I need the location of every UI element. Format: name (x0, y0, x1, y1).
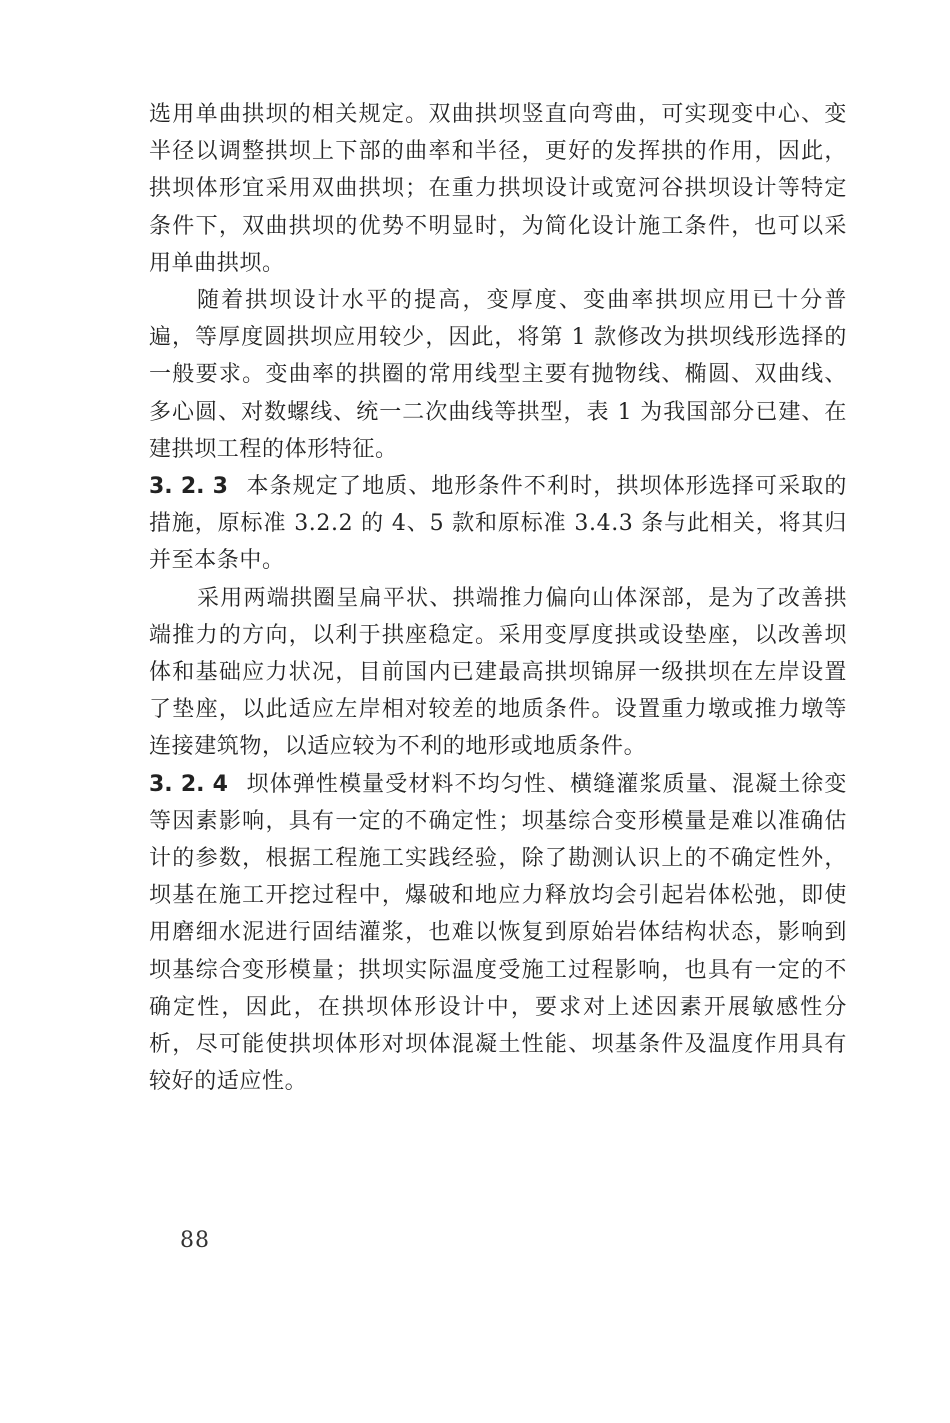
paragraph-2-text: 随着拱坝设计水平的提高，变厚度、变曲率拱坝应用已十分普遍，等厚度圆拱坝应用较少，因此，将第 1 款修改为拱坝线形选择的一般要求。变曲率的拱圈的常用线型主要有抛物线、椭圆、双曲线、多心圆、对数螺线、统一二次曲线等拱型，表 1 为我国部分已建、在建拱坝工程的体形特征。 (149, 288, 847, 462)
body-text (149, 96, 847, 1100)
paragraph-4 (149, 580, 847, 766)
page-number: 88 (180, 1228, 210, 1253)
paragraph-1-text: 选用单曲拱坝的相关规定。双曲拱坝竖直向弯曲，可实现变中心、变半径以调整拱坝上下部的曲率和半径，更好的发挥拱的作用，因此，拱坝体形宜采用双曲拱坝；在重力拱坝设计或宽河谷拱坝设计等特定条件下，双曲拱坝的优势不明显时，为简化设计施工条件，也可以采用单曲拱坝。 (149, 102, 847, 276)
paragraph-4-text: 采用两端拱圈呈扁平状、拱端推力偏向山体深部，是为了改善拱端推力的方向，以利于拱座稳定。采用变厚度拱或设垫座，以改善坝体和基础应力状况，目前国内已建最高拱坝锦屏一级拱坝在左岸设置了垫座，以此适应左岸相对较差的地质条件。设置重力墩或推力墩等连接建筑物，以适应较为不利的地形或地质条件。 (149, 585, 847, 760)
paragraph-1 (149, 96, 847, 282)
clause-number: 3. 2. 3 (149, 474, 228, 500)
clause-3-2-3 (149, 468, 847, 580)
clause-3-2-4-text: 坝体弹性模量受材料不均匀性、横缝灌浆质量、混凝土徐变等因素影响，具有一定的不确定性；坝基综合变形模量是难以准确估计的参数，根据工程施工实践经验，除了勘测认识上的不确定性外，坝基在施工开挖过程中，爆破和地应力释放均会引起岩体松弛，即使用磨细水泥进行固结灌浆，也难以恢复到原始岩体结构状态，影响到坝基综合变形模量；拱坝实际温度受施工过程影响，也具有一定的不确定性，因此，在拱坝体形设计中，要求对上述因素开展敏感性分析，尽可能使拱坝体形对坝体混凝土性能、坝基条件及温度作用具有较好的适应性。 (149, 771, 847, 1095)
clause-3-2-4 (149, 766, 847, 1101)
clause-number: 3. 2. 4 (149, 771, 228, 797)
paragraph-2 (149, 282, 847, 468)
clause-3-2-3-text: 本条规定了地质、地形条件不利时，拱坝体形选择可采取的措施，原标准 3.2.2 的 4、5 款和原标准 3.4.3 条与此相关，将其归并至本条中。 (149, 474, 847, 574)
